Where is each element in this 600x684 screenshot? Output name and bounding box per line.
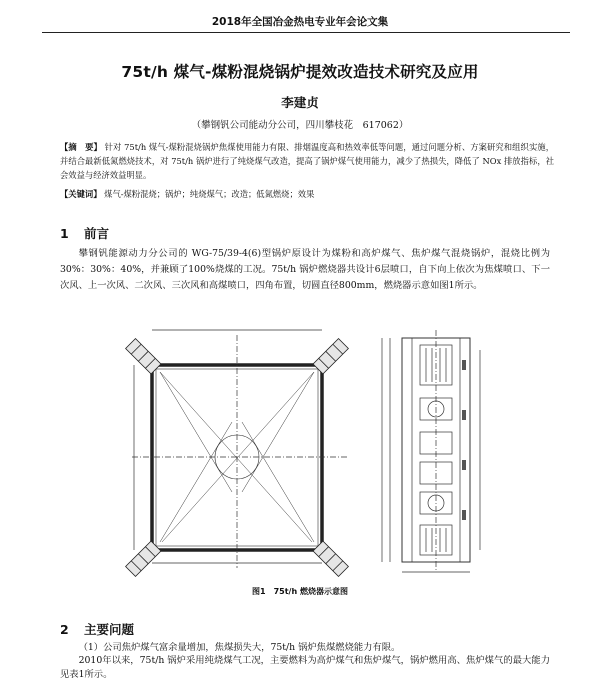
section-2-item-1: （1）公司焦炉煤气富余量增加，焦煤损失大，75t/h 锅炉焦煤燃烧能力有限。 [78,642,401,653]
section-2-number: 2 [60,622,69,637]
section-1-number: 1 [60,226,69,241]
section-1-heading [60,224,109,242]
figure-1-caption: 图1 75t/h 燃烧器示意图 [252,587,348,596]
section-1-paragraph: 攀钢钒能源动力分公司的 WG-75/39-4(6)型锅炉原设计为煤粉和高炉煤气、焦炉煤气混烧锅炉，混烧比例为30%：30%：40%，并兼顾了100%烧煤的工况。75t/h 锅炉燃烧器共设计6层喷口，自下向上依次为焦煤喷口、下一次风、上一次风、二次风、三次风和高煤喷口，四角布置，切圆直径800mm，燃烧器示意如图1所示。 [60,248,550,291]
burner-schematic-figure [112,320,502,582]
author: 李建贞 [281,95,319,110]
keywords-text: 煤气-煤粉混烧；锅炉；纯烧煤气；改造；低氮燃烧；效果 [104,189,315,199]
section-1-title: 前言 [84,226,110,241]
paper-title: 75t/h 煤气-煤粉混烧锅炉提效改造技术研究及应用 [121,63,479,81]
section-2-title: 主要问题 [84,622,135,637]
affiliation: （攀钢钒公司能动分公司，四川攀枝花 617062） [191,120,409,131]
section-2-paragraph: 2010年以来，75t/h 锅炉采用纯烧煤气工况，主要燃料为高炉煤气和焦炉煤气，锅炉燃用高、焦炉煤气的最大能力见表1所示。 [60,655,550,680]
header-rule [42,32,570,33]
abstract-label: 【摘 要】 [60,142,102,152]
abstract [60,140,554,182]
keywords-label: 【关键词】 [60,189,102,199]
abstract-text: 针对 75t/h 煤气-煤粉混烧锅炉焦煤使用能力有限、排烟温度高和热效率低等问题，通过问题分析、方案研究和组织实施，并结合最新低氮燃烧技术，对 75t/h 锅炉进行了纯烧煤气改造，提高了锅炉煤气使用能力，减少了热损失，降低了 NOx 排放指标，社会效益与经济效益明显。 [60,142,554,180]
section-2-heading [60,620,134,638]
keywords [60,188,554,200]
running-header: 2018年全国冶金热电专业年会论文集 [211,16,389,28]
